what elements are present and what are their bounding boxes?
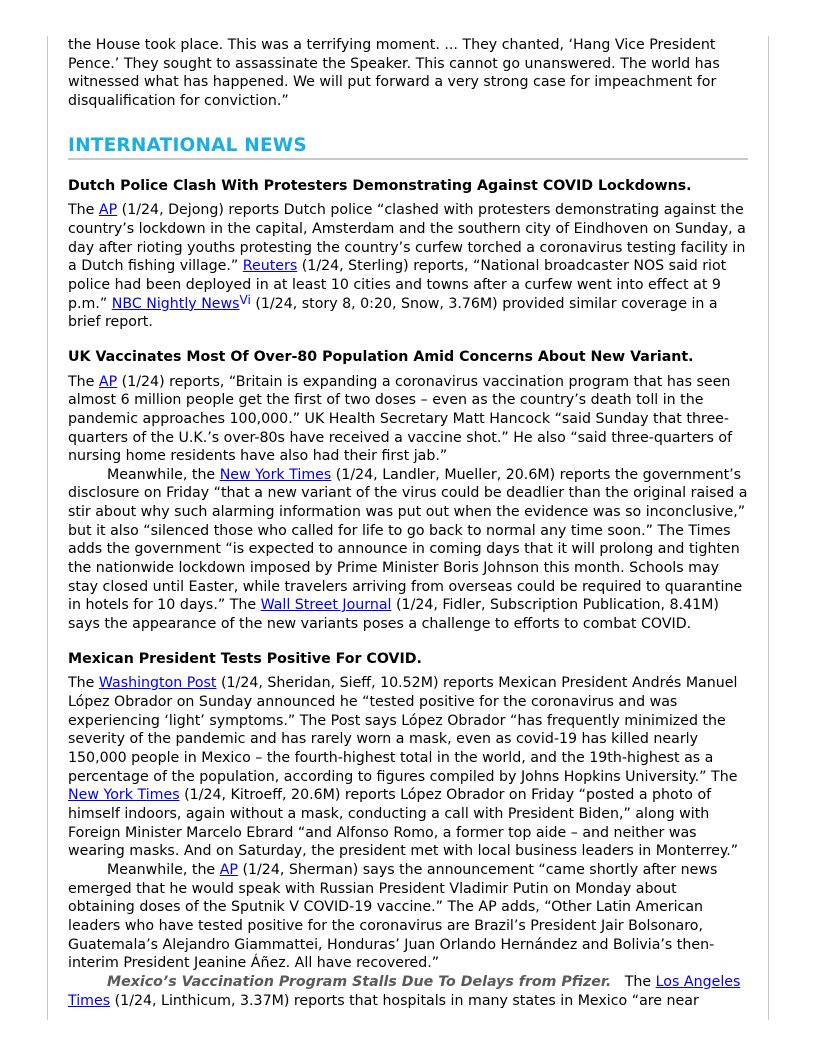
text-run: (1/24, Dejong) reports Dutch police “clashed with protesters demonstrating against the country’s lockdown in the capital, Amsterdam and the southern city of Eindhoven on Sunday, a day after rioting youths protesting the country’s curfew torched a coronavirus testing facility in a Dutch fishing village.” xyxy=(68,202,746,275)
story-headline-mexican-president: Mexican President Tests Positive For COVID. xyxy=(68,650,422,667)
text-run: The xyxy=(68,675,99,692)
source-link-new-york-times[interactable]: New York Times xyxy=(68,787,180,804)
text-run: Meanwhile, the xyxy=(107,861,220,878)
right-margin-rule xyxy=(768,36,769,1020)
source-link-los-angeles-times[interactable]: Los Angeles Times xyxy=(68,973,741,1009)
source-link-nbc-nightly-news[interactable]: NBC Nightly News xyxy=(111,295,240,312)
text-run: (1/24, Landler, Mueller, 20.6M) reports the government’s disclosure on Friday “that a new variant of the virus could be deadlier than the original raised a stir about why such alarming information was put out when the evidence was so inconclusive,” but it also “silenced those who called for life to go back to normal any time soon.” The Times adds the government “is expected to announce in coming days that it will prolong and tighten the nationwide lockdown imposed by Prime Minister Boris Johnson this month. Schools may stay closed until Easter, while travelers arriving from overseas could be required to quarantine in hotels for 10 days.” The xyxy=(68,466,748,614)
story-paragraph xyxy=(68,674,748,861)
text-run: (1/24) reports, “Britain is expanding a coronavirus vaccination program that has seen almost 6 million people get the first of two doses – even as the country’s death toll in the pandemic approaches 100,000.” UK Health Secretary Matt Hancock “said Sunday that three-quarters of the U.K.’s over-80s have received a vaccine shot.” He also “said three-quarters of nursing home residents have also had their first jab.” xyxy=(68,373,733,465)
source-link-washington-post[interactable]: Washington Post xyxy=(98,675,217,692)
text-run: (1/24, Sherman) says the announcement “came shortly after news emerged that he would speak with Russian President Vladimir Putin on Monday about obtaining doses of the Sputnik V COVID-19 vaccine.” The AP adds, “Other Latin American leaders who have tested positive for the coronavirus are Brazil’s President Jair Bolsonaro, Guatemala’s Alejandro Giammattei, Honduras’ Juan Orlando Hernández and Bolivia’s then-interim President Jeanine Áñez. All have recovered.” xyxy=(68,861,718,972)
text-run: (1/24, Sheridan, Sieff, 10.52M) reports Mexican President Andrés Manuel López Obrador on Sunday announced he “tested positive for the coronavirus and was experiencing ‘light’ symptoms.” The Post says López Obrador “has frequently minimized the severity of the pandemic and has rarely worn a mask, even as covid-19 has killed nearly 150,000 people in Mexico – the fourth-highest total in the world, and the 19th-highest as a percentage of the population, according to figures compiled by Johns Hopkins University.” The xyxy=(68,675,738,785)
text-run: The xyxy=(68,373,99,390)
text-run: (1/24, Kitroeff, 20.6M) reports López Obrador on Friday “posted a photo of himself indoors, again without a mask, conducting a call with President Biden,” along with Foreign Minister Marcelo Ebrard “and Alfonso Romo, a former top aide – and neither was wearing masks. And on Saturday, the president met with local business leaders in Monterrey.” xyxy=(68,787,739,860)
story-headline-dutch-police: Dutch Police Clash With Protesters Demonstrating Against COVID Lockdowns. xyxy=(68,177,692,194)
text-run: Meanwhile, the xyxy=(107,466,220,483)
continuation-paragraph: the House took place. This was a terrifying moment. ... They chanted, ‘Hang Vice President Pence.’ They sought to assassinate the Speaker. This cannot go unanswered. The world has witnessed what has happened. We will put forward a very strong case for impeachment for disqualification for conviction.” xyxy=(68,37,720,109)
text-run: (1/24, story 8, 0:20, Snow, 3.76M) provided similar coverage in a brief report. xyxy=(68,295,718,331)
story-paragraph xyxy=(68,973,748,1010)
source-link-new-york-times[interactable]: New York Times xyxy=(219,466,332,483)
section-heading-international-news: INTERNATIONAL NEWS xyxy=(68,135,748,160)
story-paragraph xyxy=(68,201,748,332)
video-marker[interactable]: Vi xyxy=(239,292,251,307)
left-margin-rule xyxy=(47,36,48,1020)
text-run: The xyxy=(68,202,99,219)
sub-story-headline-mexico-vaccination: Mexico’s Vaccination Program Stalls Due To Delays from Pfizer. xyxy=(107,973,612,990)
story-headline-uk-vaccinates: UK Vaccinates Most Of Over-80 Population Amid Concerns About New Variant. xyxy=(68,348,694,365)
story-paragraph xyxy=(68,466,748,634)
text-run: (1/24, Fidler, Subscription Publication, 8.41M) says the appearance of the new variants poses a challenge to efforts to combat COVID. xyxy=(68,597,719,633)
source-link-ap[interactable]: AP xyxy=(219,861,238,878)
newsletter-page xyxy=(68,36,748,1010)
story-paragraph xyxy=(68,373,748,466)
source-link-ap[interactable]: AP xyxy=(98,202,118,219)
source-link-ap[interactable]: AP xyxy=(98,373,118,390)
text-run: (1/24, Linthicum, 3.37M) reports that hospitals in many states in Mexico “are near xyxy=(110,992,699,1009)
text-run: The xyxy=(611,973,656,990)
story-paragraph xyxy=(68,861,748,973)
source-link-wall-street-journal[interactable]: Wall Street Journal xyxy=(260,597,392,614)
source-link-reuters[interactable]: Reuters xyxy=(242,258,298,275)
text-run: (1/24, Sterling) reports, “National broadcaster NOS said riot police had been deployed in at least 10 cities and towns after a curfew went into effect at 9 p.m.” xyxy=(68,258,727,312)
